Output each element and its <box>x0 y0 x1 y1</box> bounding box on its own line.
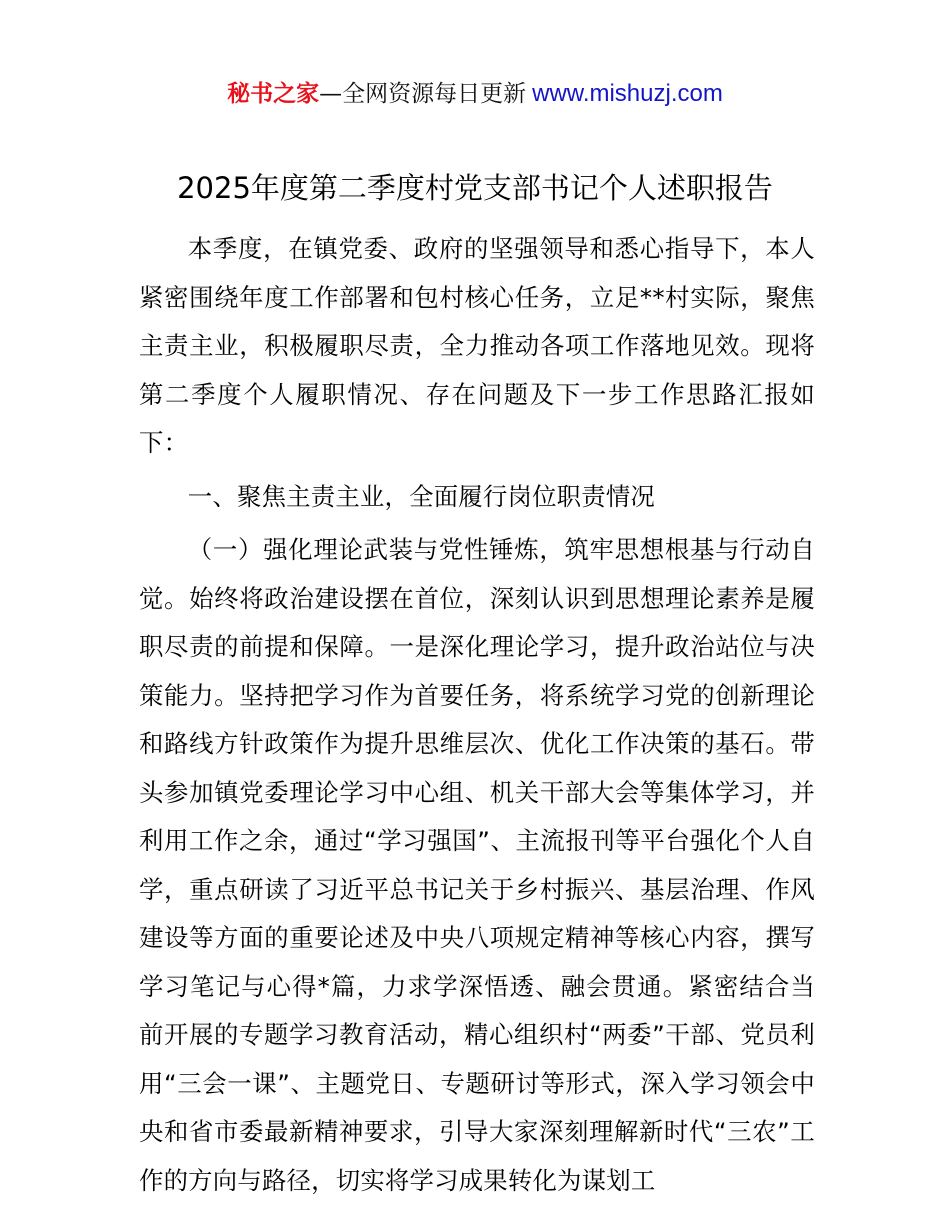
site-url-link[interactable]: www.mishuzj.com <box>532 80 723 107</box>
subsection-paragraph: （一）强化理论武装与党性锤炼，筑牢思想根基与行动自觉。始终将政治建设摆在首位，深刻认识到思想理论素养是履职尽责的前提和保障。一是深化理论学习，提升政治站位与决策能力。坚持把学习作为首要任务，将系统学习党的创新理论和路线方针政策作为提升思维层次、优化工作决策的基石。带头参加镇党委理论学习中心组、机关干部大会等集体学习，并利用工作之余，通过“学习强国”、主流报刊等平台强化个人自学，重点研读了习近平总书记关于乡村振兴、基层治理、作风建设等方面的重要论述及中央八项规定精神等核心内容，撰写学习笔记与心得*篇，力求学深悟透、融会贯通。紧密结合当前开展的专题学习教育活动，精心组织村“两委”干部、党员利用“三会一课”、主题党日、专题研讨等形式，深入学习领会中央和省市委最新精神要求，引导大家深刻理解新时代“三农”工作的方向与路径，切实将学习成果转化为谋划工 <box>139 535 815 1195</box>
document-title: 2025年度第二季度村党支部书记个人述职报告 <box>177 171 773 205</box>
site-brand-name: 秘书之家 <box>227 81 320 107</box>
document-body <box>139 225 815 1205</box>
intro-paragraph: 本季度，在镇党委、政府的坚强领导和悉心指导下，本人紧密围绕年度工作部署和包村核心任务，立足**村实际，聚焦主责主业，积极履职尽责，全力推动各项工作落地见效。现将第二季度个人履职情况、存在问题及下一步工作思路汇报如下： <box>139 234 815 457</box>
site-banner <box>0 76 950 112</box>
section-heading: 一、聚焦主责主业，全面履行岗位职责情况 <box>187 481 656 511</box>
site-tagline: —全网资源每日更新 <box>319 81 527 107</box>
